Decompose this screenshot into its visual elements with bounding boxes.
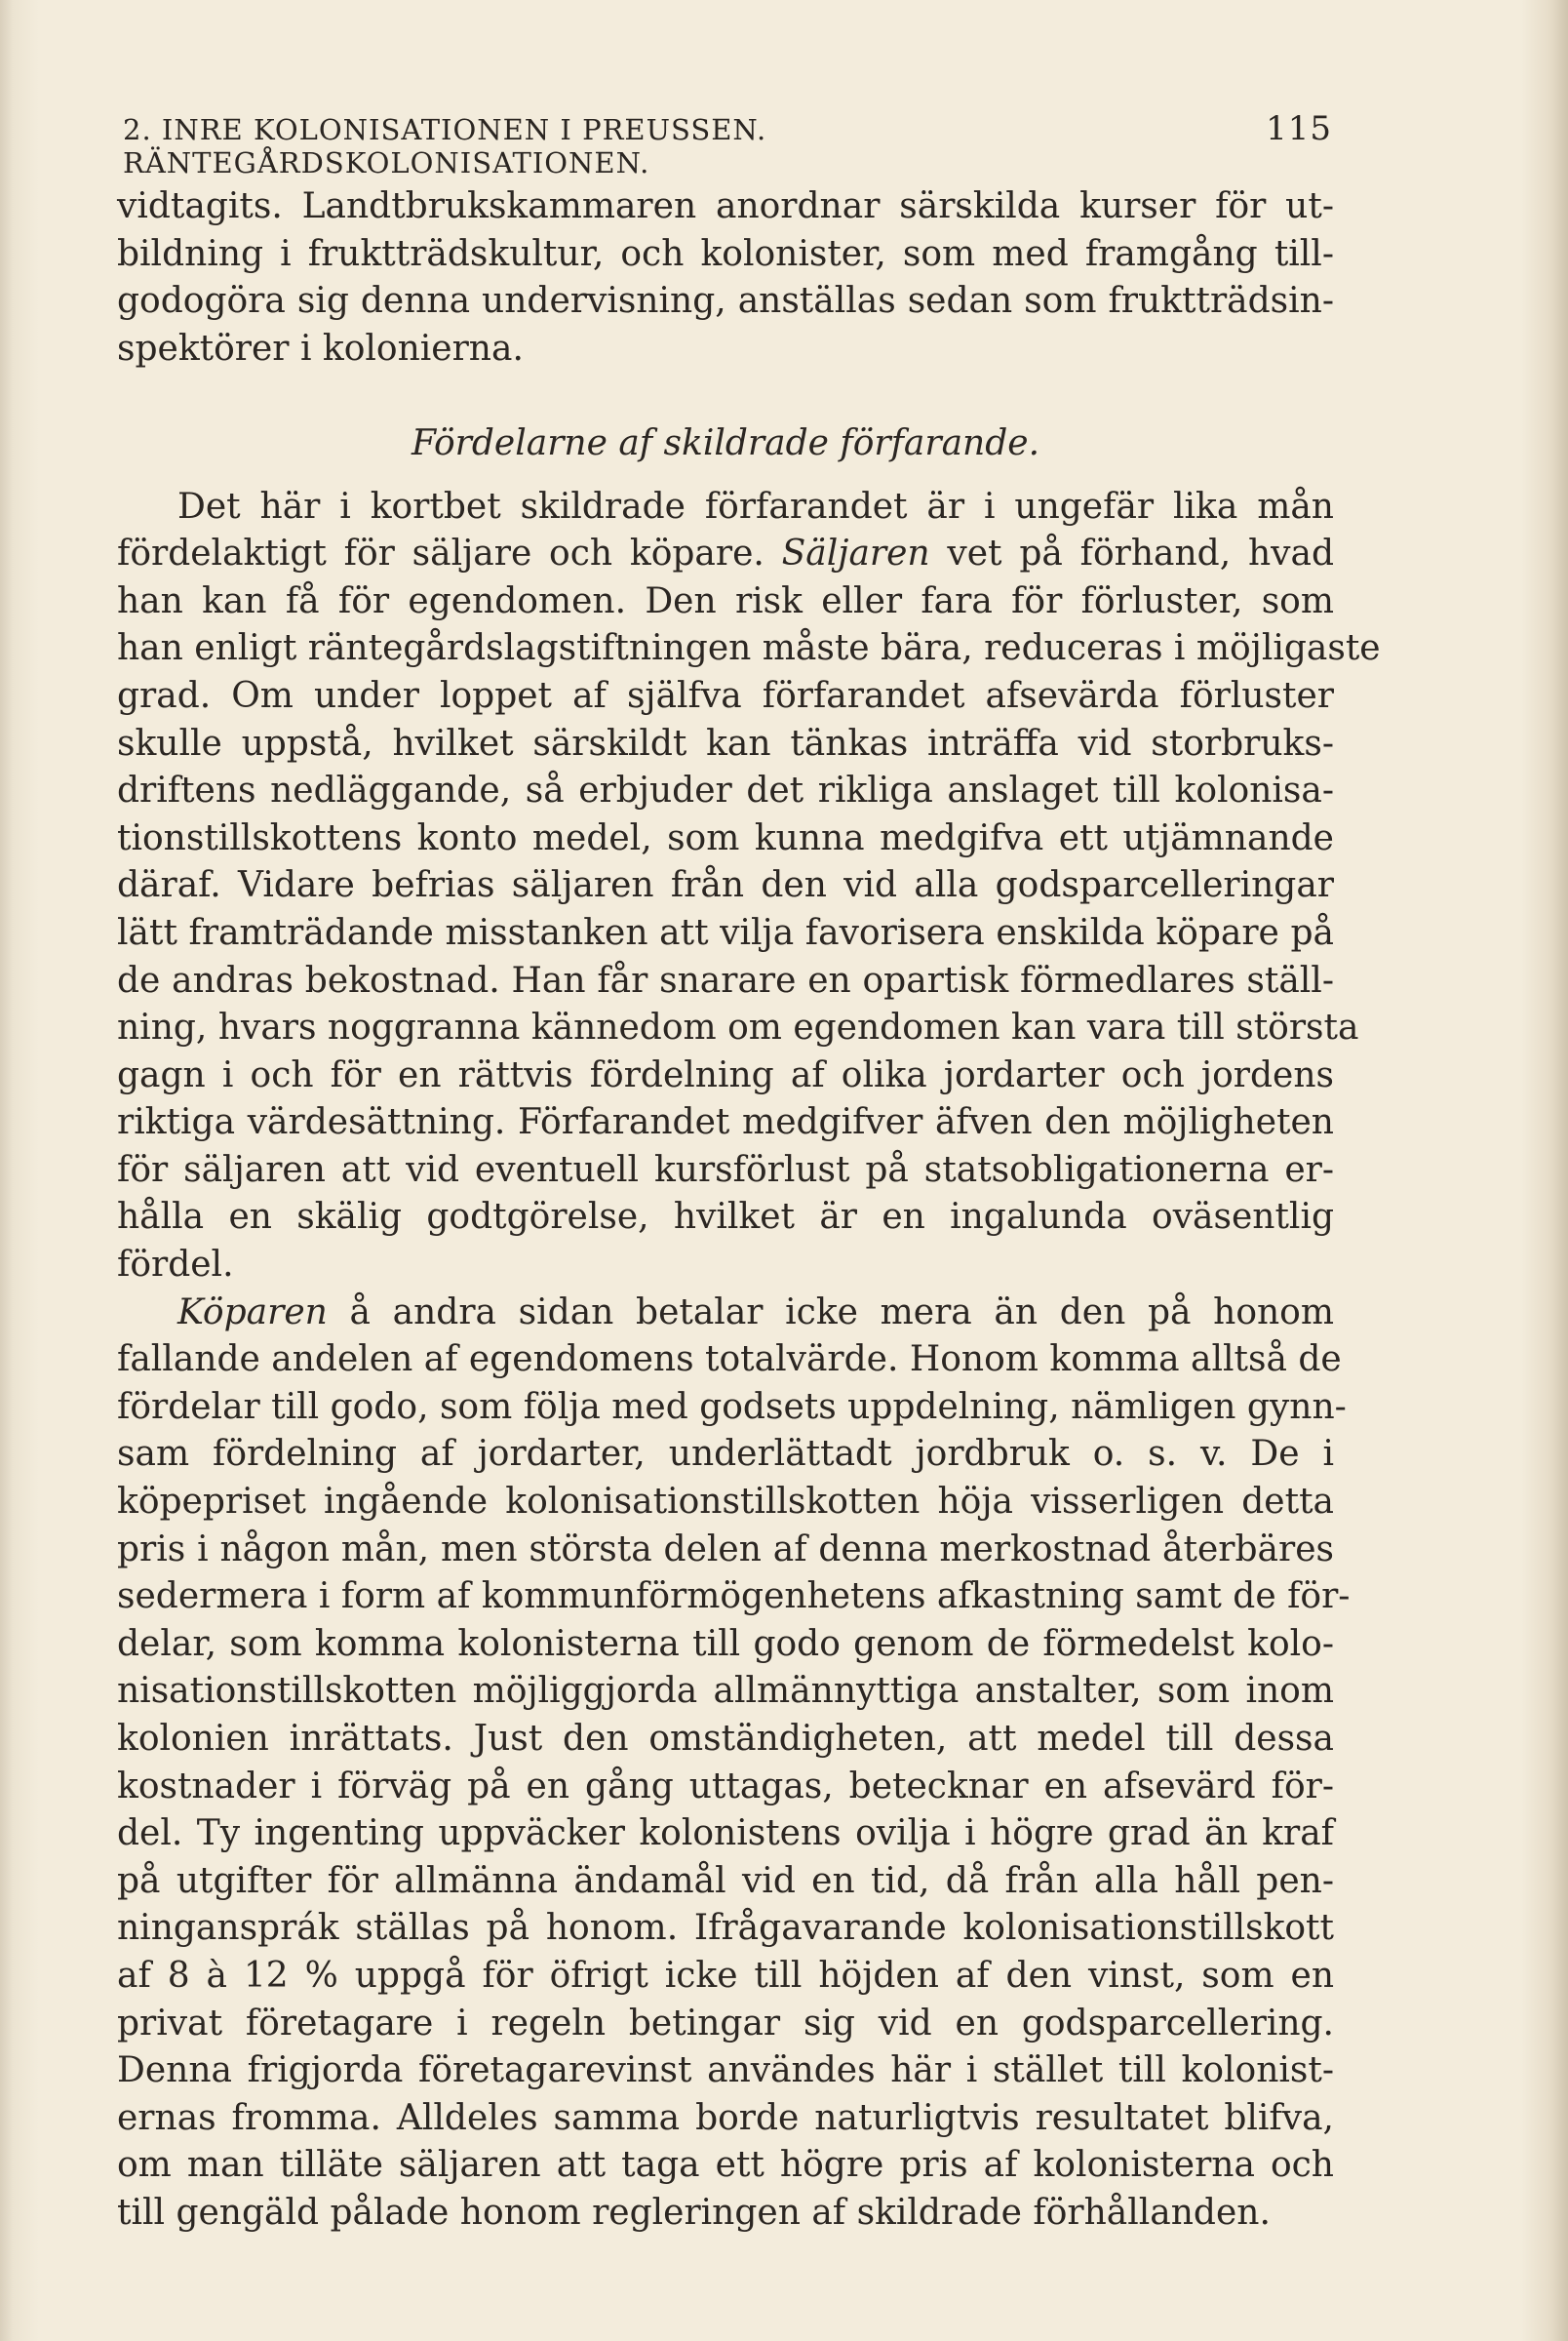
text-line: ningansprák ställas på honom. Ifrågavarande kolonisationstillskott (117, 1908, 1334, 1949)
page-number: 115 (1266, 109, 1332, 148)
text-line: ernas fromma. Alldeles samma borde naturligtvis resultatet blifva, (117, 2097, 1334, 2138)
text-line: köpepriset ingående kolonisationstillskotten höja visserligen detta (117, 1482, 1334, 1523)
text-line: han kan få för egendomen. Den risk eller fara för förluster, som (117, 580, 1334, 621)
text-line: grad. Om under loppet af själfva förfarandet afsevärda förluster (117, 675, 1334, 716)
text-line: för säljaren att vid eventuell kursförlust på statsobligationerna er- (117, 1149, 1334, 1190)
spacer (117, 373, 1334, 420)
text-line: fallande andelen af egendomens totalvärde. Honom komma alltså de (117, 1339, 1342, 1380)
text-line: de andras bekostnad. Han får snarare en opartisk förmedlares ställ- (117, 960, 1334, 1001)
text-line: fördelar till godo, som följa med godsets uppdelning, nämligen gynn- (117, 1386, 1347, 1427)
text-line: sedermera i form af kommunförmögenhetens afkastning samt de för- (117, 1576, 1351, 1617)
text-line: riktiga värdesättning. Förfarandet medgifver äfven den möjligheten (117, 1102, 1334, 1143)
text-line: hålla en skälig godtgörelse, hvilket är en ingalunda oväsentlig (117, 1197, 1334, 1238)
text-line: fördel. (117, 1245, 234, 1286)
text-line: bildning i fruktträdskultur, och kolonister, som med framgång till- (117, 233, 1334, 274)
emphasis-koparen: Köparen (177, 1291, 328, 1332)
running-head (123, 109, 1332, 179)
text-line: sam fördelning af jordarter, underlättadt jordbruk o. s. v. De i (117, 1434, 1334, 1475)
text-line: driftens nedläggande, så erbjuder det rikliga anslaget till kolonisa- (117, 771, 1334, 812)
text-run: vet på förhand, hvad (929, 534, 1335, 575)
text-line: privat företagare i regeln betingar sig vid en godsparcellering. (117, 2003, 1334, 2043)
spacer (117, 468, 1334, 484)
text-line: nisationstillskotten möjliggjorda allmännyttiga anstalter, som inom (117, 1671, 1334, 1712)
text-line: på utgifter för allmänna ändamål vid en tid, då från alla håll pen- (117, 1860, 1334, 1901)
emphasis-saljaren: Säljaren (781, 534, 930, 575)
text-line: af 8 à 12 % uppgå för öfrigt icke till höjden af den vinst, som en (117, 1955, 1334, 1996)
text-line: kolonien inrättats. Just den omständigheten, att medel till dessa (117, 1719, 1334, 1759)
text-line (117, 1290, 1334, 1337)
text-line: till gengäld pålade honom regleringen af skildrade förhållanden. (117, 2192, 1271, 2233)
text-line: spektörer i kolonierna. (117, 328, 524, 369)
text-line: skulle uppstå, hvilket särskildt kan tänkas inträffa vid storbruks- (117, 723, 1334, 764)
text-line: godogöra sig denna undervisning, anställas sedan som fruktträdsin- (117, 281, 1334, 322)
text-line: Det här i kortbet skildrade förfarandet är i ungefär lika mån (177, 486, 1334, 527)
text-line: delar, som komma kolonisterna till godo genom de förmedelst kolo- (117, 1623, 1334, 1664)
text-line: Denna frigjorda företagarevinst användes här i stället till kolonist- (117, 2050, 1334, 2091)
text-run: å andra sidan betalar icke mera än den på honom (327, 1291, 1334, 1332)
text-line: del. Ty ingenting uppväcker kolonistens ovilja i högre grad än kraf (117, 1813, 1334, 1854)
body-text (117, 183, 1381, 2238)
text-line: ning, hvars noggranna kännedom om egendomen kan vara till största (117, 1008, 1359, 1049)
text-line: pris i någon mån, men största delen af denna merkostnad återbäres (117, 1528, 1334, 1569)
text-line: däraf. Vidare befrias säljaren från den vid alla godsparcelleringar (117, 865, 1334, 906)
text-line: gagn i och för en rättvis fördelning af olika jordarter och jordens (117, 1054, 1334, 1095)
text-line: om man tilläte säljaren att taga ett högre pris af kolonisterna och (117, 2145, 1334, 2186)
text-line: han enligt räntegårdslagstiftningen måste bära, reduceras i möjligaste (117, 628, 1381, 669)
text-line: kostnader i förväg på en gång uttagas, betecknar en afsevärd för- (117, 1766, 1334, 1806)
text-run: fördelaktigt för säljare och köpare. (117, 534, 782, 575)
text-line: vidtagits. Landtbrukskammaren anordnar särskilda kurser för ut- (117, 186, 1334, 226)
text-line: lätt framträdande misstanken att vilja favorisera enskilda köpare på (117, 912, 1334, 953)
text-line: tionstillskottens konto medel, som kunna medgifva ett utjämnande (117, 817, 1334, 858)
section-heading: Fördelarne af skildrade förfarande. (411, 422, 1040, 463)
text-line (117, 531, 1334, 578)
chapter-title: 2. INRE KOLONISATIONEN I PREUSSEN. RÄNTEGÅRDSKOLONISATIONEN. (123, 113, 767, 179)
